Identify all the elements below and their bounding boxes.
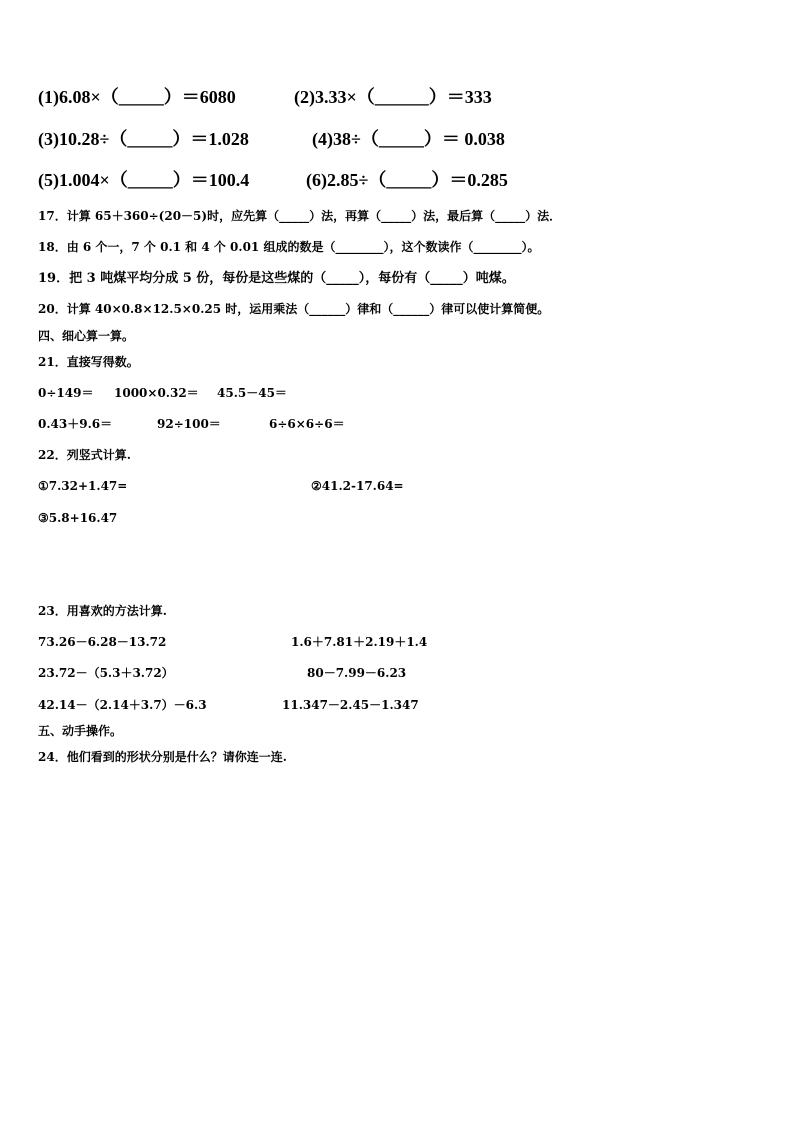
q23-item: 1.6＋7.81＋2.19＋1.4 xyxy=(291,635,428,649)
equation-2: (2)3.33×（______）＝333 xyxy=(294,87,492,107)
equation-1: (1)6.08×（_____）＝6080 xyxy=(38,87,236,107)
q22-item: ②41.2-17.64= xyxy=(311,479,404,493)
q21-item: 1000×0.32＝ xyxy=(114,386,199,400)
q23-item: 11.347－2.45－1.347 xyxy=(282,698,419,712)
question-24: 24．他们看到的形状分别是什么？请你连一连. xyxy=(38,750,287,764)
q21-item: 92÷100＝ xyxy=(157,417,221,431)
equation-5: (5)1.004×（_____）＝100.4 xyxy=(38,170,250,190)
equation-6: (6)2.85÷（_____）＝0.285 xyxy=(306,170,508,190)
q23-item: 73.26－6.28－13.72 xyxy=(38,635,167,649)
q22-item: ③5.8+16.47 xyxy=(38,511,118,525)
equation-3: (3)10.28÷（_____）＝1.028 xyxy=(38,129,249,149)
question-19: 19．把 3 吨煤平均分成 5 份，每份是这些煤的（_____），每份有（_____）吨煤。 xyxy=(38,271,515,286)
question-21-title: 21．直接写得数。 xyxy=(38,355,139,369)
question-17: 17．计算 65＋360÷(20－5)时，应先算（_____）法，再算（_____）法，最后算（_____）法． xyxy=(38,209,562,223)
q22-item: ①7.32+1.47= xyxy=(38,479,128,493)
section-5-heading: 五、动手操作。 xyxy=(38,724,123,738)
q21-item: 0.43＋9.6＝ xyxy=(38,417,113,431)
question-20: 20．计算 40×0.8×12.5×0.25 时，运用乘法（______）律和（______）律可以使计算简便。 xyxy=(38,302,550,316)
q21-item: 45.5－45＝ xyxy=(217,386,287,400)
question-23-title: 23．用喜欢的方法计算. xyxy=(38,604,167,618)
question-18: 18．由 6 个一，7 个 0.1 和 4 个 0.01 组成的数是（________），这个数读作（________）。 xyxy=(38,240,540,254)
q23-item: 80－7.99－6.23 xyxy=(307,666,407,680)
question-22-title: 22．列竖式计算. xyxy=(38,448,131,462)
equation-4: (4)38÷（_____）＝ 0.038 xyxy=(312,129,505,149)
q23-item: 42.14－（2.14＋3.7）－6.3 xyxy=(38,698,207,712)
q21-item: 6÷6×6÷6＝ xyxy=(269,417,345,431)
q21-item: 0÷149＝ xyxy=(38,386,94,400)
section-4-heading: 四、细心算一算。 xyxy=(38,329,135,343)
q23-item: 23.72－（5.3＋3.72） xyxy=(38,666,174,680)
